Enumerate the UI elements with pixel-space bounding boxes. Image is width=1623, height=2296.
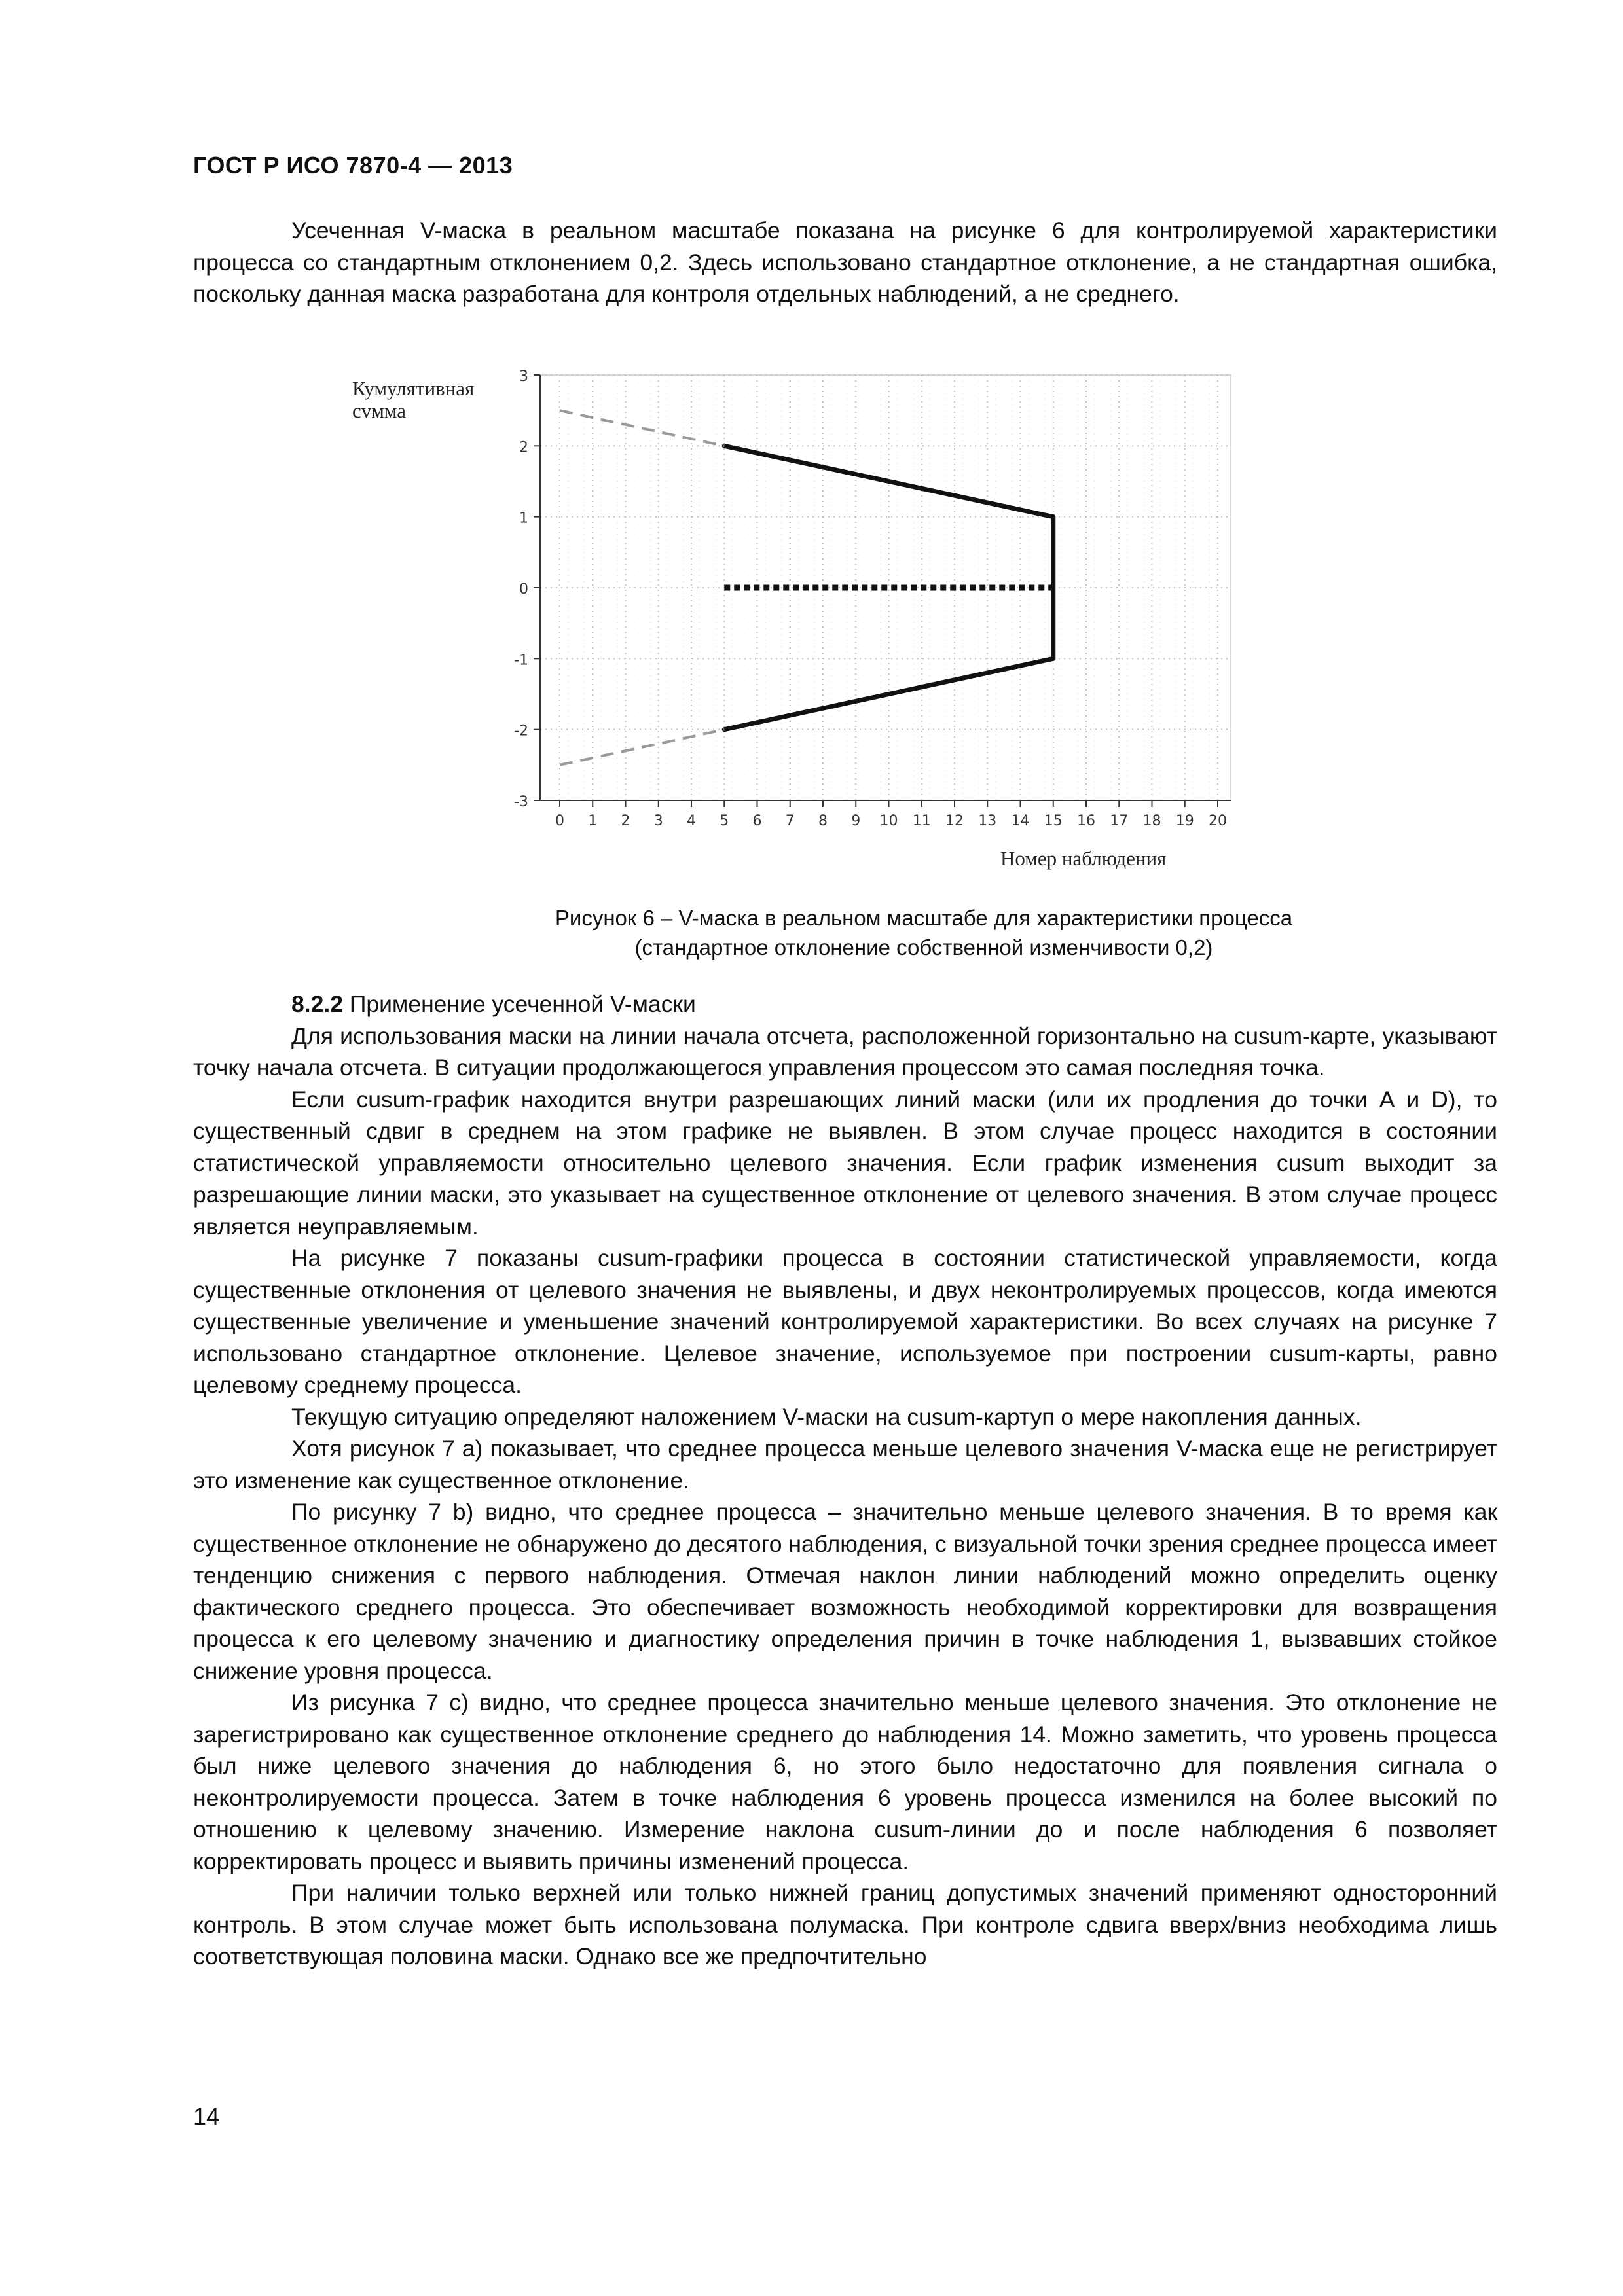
- x-tick-label: 6: [752, 813, 762, 829]
- section-number: 8.2.2: [291, 991, 343, 1017]
- x-tick-label: 17: [1110, 813, 1129, 829]
- section-paragraph: Для использования маски на линии начала отсчета, расположенной горизонтально на cusum-карте, указывают точку начала отсчета. В ситуации продолжающегося управления процессом это самая последняя точка.: [193, 1022, 1497, 1081]
- section-paragraph: Если cusum-график находится внутри разрешающих линий маски (или их продления до точки А и D), то существенный сдвиг в среднем на этом графике не выявлен. В этом случае процесс находится в состоянии статистической управляемости относительно целевого значения. Если график изменения cusum выходит за разрешающие линии маски, это указывает на существенное отклонение от целевого значения. В этом случае процесс является неуправляемым.: [193, 1086, 1497, 1240]
- y-tick-label: 2: [519, 439, 528, 456]
- x-tick-label: 20: [1209, 813, 1227, 829]
- x-axis-label: Номер наблюдения: [1000, 847, 1167, 870]
- x-tick-label: 0: [555, 813, 564, 829]
- x-tick-label: 19: [1175, 813, 1194, 829]
- figure-caption: [193, 903, 1497, 962]
- intro-paragraph: Усеченная V-маска в реальном масштабе показана на рисунке 6 для контролируемой характеристики процесса со стандартным отклонением 0,2. Здесь использовано стандартное отклонение, а не стандартная ошибка, поскольку данная маска разработана для контроля отдельных наблюдений, а не среднего.: [193, 217, 1497, 307]
- x-tick-label: 1: [588, 813, 598, 829]
- figure-6: [347, 363, 1250, 874]
- x-tick-label: 16: [1077, 813, 1095, 829]
- x-tick-label: 4: [687, 813, 696, 829]
- section-paragraph: По рисунку 7 b) видно, что среднее процесса – значительно меньше целевого значения. В то время как существенное отклонение не обнаружено до десятого наблюдения, с визуальной точки зрения среднее процесса имеет тенденцию снижения с первого наблюдения. Отмечая наклон линии наблюдений можно определить оценку фактического среднего процесса. Это обеспечивает возможность необходимой корректировки для возвращения процесса к его целевому значению и диагностику определения причин в точке наблюдения 1, вызвавших стойкое снижение уровня процесса.: [193, 1499, 1497, 1684]
- section-paragraph: Текущую ситуацию определяют наложением V-маски на cusum-картуп о мере накопления данных.: [291, 1403, 1362, 1430]
- section-paragraph: При наличии только верхней или только нижней границ допустимых значений применяют односторонний контроль. В этом случае может быть использована полумаска. При контроле сдвига вверх/вниз необходима лишь соответствующая половина маски. Однако все же предпочтительно: [193, 1880, 1497, 1969]
- y-tick-label: -2: [514, 723, 528, 740]
- y-axis-label-line1: Кумулятивная: [352, 377, 475, 400]
- x-tick-label: 2: [621, 813, 630, 829]
- caption-line-2: (стандартное отклонение собственной изменчивости 0,2): [634, 935, 1213, 960]
- x-tick-label: 14: [1011, 813, 1030, 829]
- x-tick-label: 3: [653, 813, 663, 829]
- x-tick-label: 11: [912, 813, 931, 829]
- y-axis-label-line2: сvмма: [352, 399, 407, 422]
- x-tick-label: 13: [978, 813, 997, 829]
- section-paragraph: Из рисунка 7 с) видно, что среднее процесса значительно меньше целевого значения. Это отклонение не зарегистрировано как существенное отклонение среднего до наблюдения 14. Можно заметить, что уровень процесса был ниже целевого значения до наблюдения 6, но этого было недостаточно для появления сигнала о неконтролируемости процесса. Затем в точке наблюдения 6 уровень процесса изменился на более высокий по отношению к целевому значению. Измерение наклона cusum-линии до и после наблюдения 6 позволяет корректировать процесс и выявить причины изменений процесса.: [193, 1689, 1497, 1874]
- x-tick-label: 18: [1142, 813, 1161, 829]
- x-tick-label: 5: [720, 813, 729, 829]
- y-tick-label: 0: [519, 581, 528, 598]
- section-heading: [193, 988, 1497, 1020]
- document-header: ГОСТ Р ИСО 7870-4 — 2013: [193, 152, 513, 179]
- y-tick-label: 1: [519, 510, 528, 527]
- caption-line-1: Рисунок 6 – V-маска в реальном масштабе для характеристики процесса: [555, 906, 1293, 930]
- x-tick-label: 12: [945, 813, 964, 829]
- page-number: 14: [193, 2103, 220, 2130]
- v-mask-chart: [347, 363, 1250, 874]
- x-tick-label: 7: [785, 813, 795, 829]
- section-paragraph: На рисунке 7 показаны cusum-графики процесса в состоянии статистической управляемости, когда существенные отклонения от целевого значения не выявлены, и двух неконтролируемых процессов, когда имеются существенные увеличение и уменьшение значений контролируемой характеристики. Во всех случаях на рисунке 7 использовано стандартное отклонение. Целевое значение, используемое при построении cusum-карты, равно целевому среднему процесса.: [193, 1245, 1497, 1398]
- section-paragraph: Хотя рисунок 7 а) показывает, что среднее процесса меньше целевого значения V-маска еще не регистрирует это изменение как существенное отклонение.: [193, 1435, 1497, 1494]
- x-tick-label: 9: [851, 813, 861, 829]
- x-tick-label: 10: [879, 813, 898, 829]
- y-tick-label: 3: [519, 368, 528, 385]
- intro-block: [193, 215, 1497, 310]
- section-title: Применение усеченной V-маски: [342, 991, 696, 1017]
- y-tick-label: -1: [514, 652, 528, 669]
- x-tick-label: 8: [818, 813, 828, 829]
- y-tick-label: -3: [514, 794, 528, 810]
- x-tick-label: 15: [1044, 813, 1063, 829]
- section-8-2-2: [193, 988, 1497, 1973]
